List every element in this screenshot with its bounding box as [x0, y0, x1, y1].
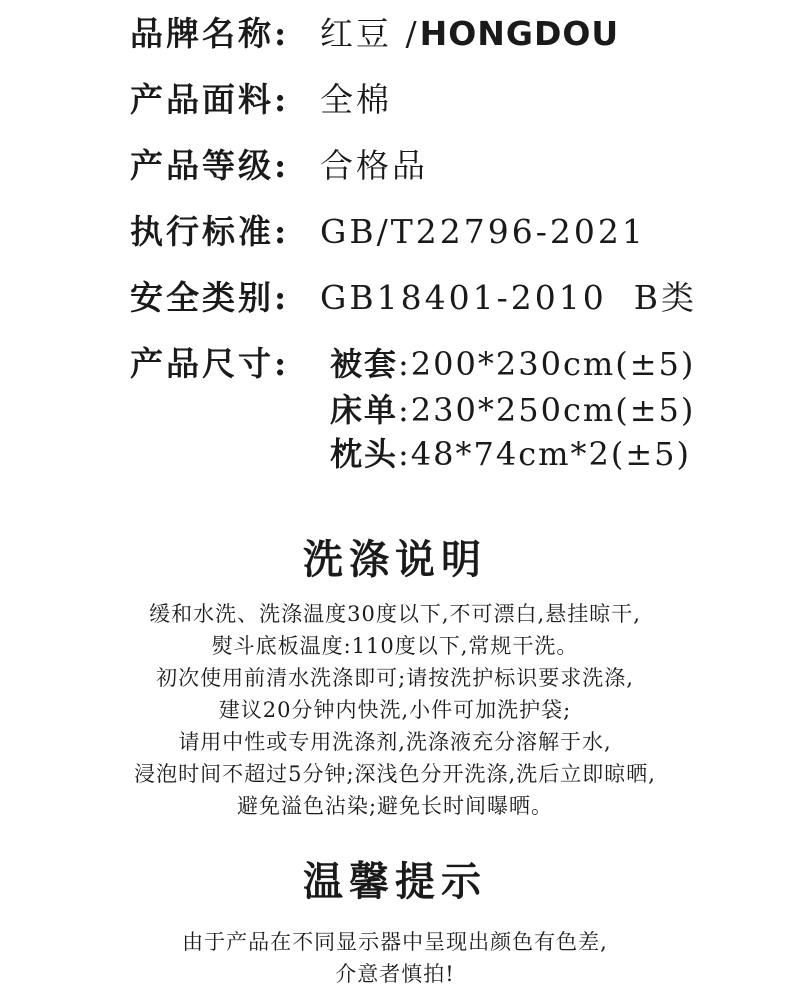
spec-value: 合格品	[320, 146, 428, 185]
spec-label: 产品面料:	[130, 80, 290, 119]
brand-logo-text: HONGDOU	[419, 14, 620, 53]
wash-line: 浸泡时间不超过5分钟;深浅色分开洗涤,洗后立即晾晒,	[134, 762, 656, 786]
spec-standard	[130, 212, 646, 252]
tips-line: 由于产品在不同显示器中呈现出颜色有色差,	[182, 930, 608, 954]
spec-brand	[130, 14, 619, 54]
wash-instructions	[0, 598, 790, 822]
size-row-duvet	[330, 344, 695, 384]
spec-value: 全棉	[320, 80, 392, 119]
wash-line: 避免溢色沾染;避免长时间曝晒。	[236, 794, 554, 818]
spec-label: 品牌名称:	[130, 14, 290, 53]
spec-value: GB18401-2010 B类	[320, 278, 697, 317]
spec-size	[130, 344, 320, 384]
spec-value: GB/T22796-2021	[320, 212, 646, 251]
size-row-sheet	[330, 390, 695, 430]
size-value: :230*250cm(±5)	[398, 391, 696, 429]
size-value: :48*74cm*2(±5)	[398, 435, 691, 473]
spec-value: 红豆 /	[320, 14, 420, 53]
size-item: 枕头	[330, 435, 399, 473]
tips-line: 介意者慎拍!	[335, 962, 455, 986]
wash-line: 熨斗底板温度:110度以下,常规干洗。	[211, 634, 579, 658]
wash-title: 洗涤说明	[303, 536, 487, 583]
spec-label: 产品尺寸:	[130, 344, 290, 383]
spec-label: 执行标准:	[130, 212, 290, 251]
spec-label: 产品等级:	[130, 146, 290, 185]
size-item: 被套	[330, 345, 399, 383]
wash-line: 初次使用前清水洗涤即可;请按洗护标识要求洗涤,	[156, 666, 634, 690]
wash-line: 建议20分钟内快洗,小件可加洗护袋;	[218, 698, 572, 722]
size-row-pillow	[330, 434, 691, 474]
spec-label: 安全类别:	[130, 278, 290, 317]
wash-line: 请用中性或专用洗涤剂,洗涤液充分溶解于水,	[178, 730, 612, 754]
tips-text	[0, 926, 790, 990]
size-value: :200*230cm(±5)	[398, 345, 696, 383]
spec-grade	[130, 146, 428, 186]
wash-line: 缓和水洗、洗涤温度30度以下,不可漂白,悬挂晾干,	[149, 602, 641, 626]
spec-fabric	[130, 80, 392, 120]
tips-title: 温馨提示	[303, 858, 487, 905]
spec-safety	[130, 278, 697, 318]
size-item: 床单	[330, 391, 399, 429]
